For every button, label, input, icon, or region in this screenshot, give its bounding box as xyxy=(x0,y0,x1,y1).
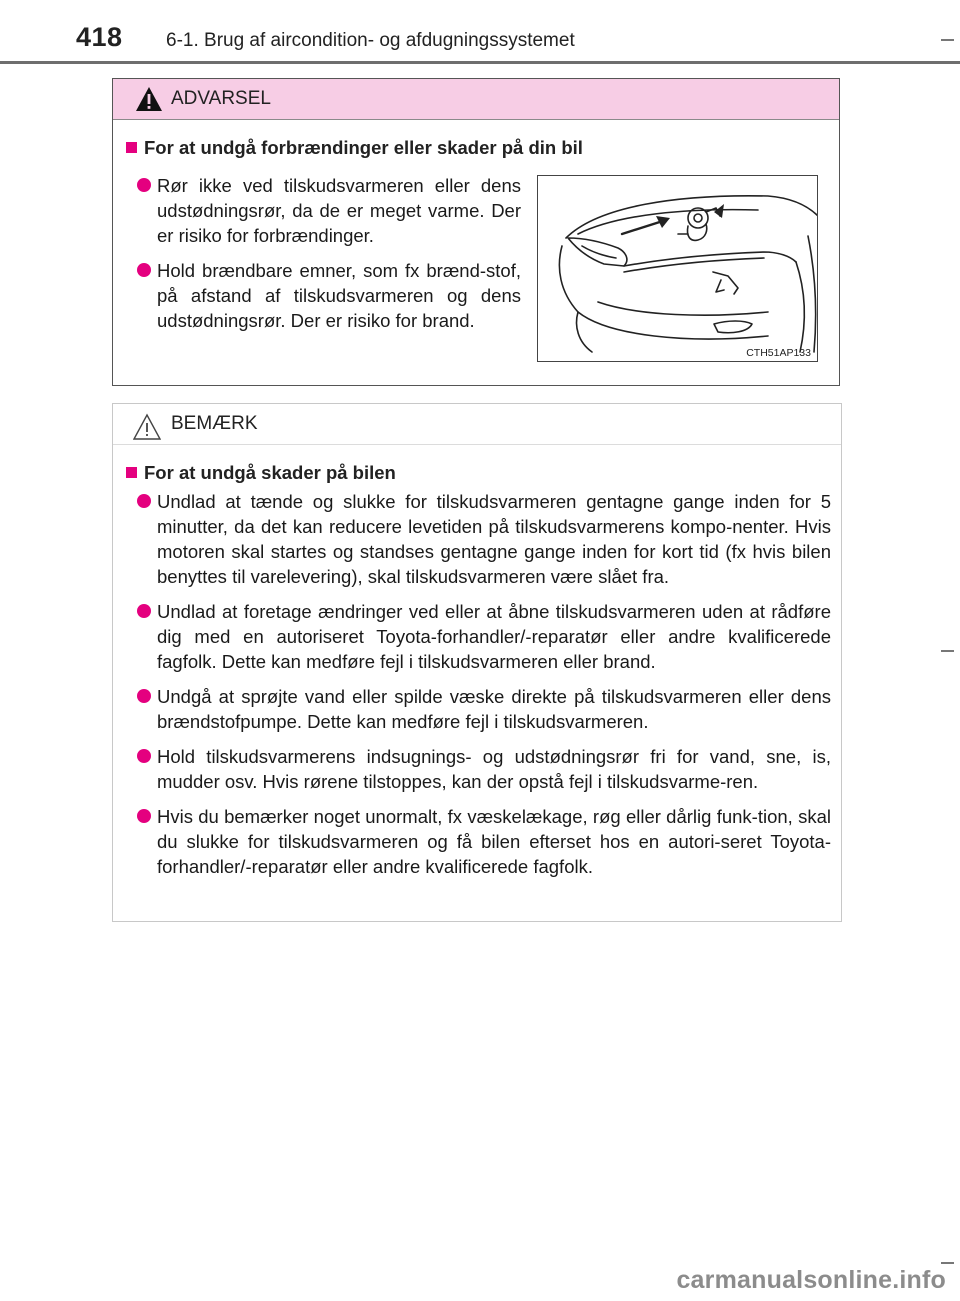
round-bullet-icon xyxy=(137,178,151,192)
notice-item-text: Hvis du bemærker noget unormalt, fx væskelækage, røg eller dårlig funk-tion, skal du slukke for tilskudsvarmeren og få bilen efterset hos en autori-seret Toyota-forhandler/-reparatør eller andre kvalificerede fagfolk. xyxy=(157,806,831,877)
notice-list xyxy=(137,489,831,889)
section-title: 6-1. Brug af aircondition- og afdugningssystemet xyxy=(166,30,575,51)
round-bullet-icon xyxy=(137,263,151,277)
notice-item xyxy=(137,744,831,794)
notice-header xyxy=(113,404,841,445)
notice-subheading-text: For at undgå skader på bilen xyxy=(144,462,396,483)
notice-item-text: Undgå at sprøjte vand eller spilde væske direkte på tilskudsvarmeren eller dens brændstofpumpe. Dette kan medføre fejl i tilskudsvarmeren. xyxy=(157,686,831,732)
notice-box xyxy=(112,403,842,922)
warning-item-text: Rør ikke ved tilskudsvarmeren eller dens udstødningsrør, da de er meget varme. Der er risiko for forbrændinger. xyxy=(157,175,521,246)
crop-mark xyxy=(941,650,954,652)
notice-item-text: Undlad at foretage ændringer ved eller at åbne tilskudsvarmeren uden at rådføre dig med en autoriseret Toyota-forhandler/-reparatør eller andre kvalificerede fagfolk. Dette kan medføre fejl i tilskudsvarmeren eller brand. xyxy=(157,601,831,672)
round-bullet-icon xyxy=(137,494,151,508)
warning-item xyxy=(137,258,521,333)
warning-header xyxy=(113,79,839,120)
round-bullet-icon xyxy=(137,749,151,763)
round-bullet-icon xyxy=(137,809,151,823)
notice-subheading xyxy=(126,462,396,484)
square-bullet-icon xyxy=(126,467,137,478)
car-front-illustration xyxy=(537,175,818,362)
header-rule xyxy=(0,61,960,64)
notice-item-text: Undlad at tænde og slukke for tilskudsvarmeren gentagne gange inden for 5 minutter, da det kan reducere levetiden på tilskudsvarmerens kompo-nenter. Hvis motoren skal startes og standses gentagne gange inden for kort tid (fx hvis bilen benyttes til varelevering), skal tilskudsvarmeren være slået fra. xyxy=(157,491,831,587)
warning-subheading-text: For at undgå forbrændinger eller skader på din bil xyxy=(144,137,583,158)
warning-subheading xyxy=(126,137,583,159)
notice-item xyxy=(137,684,831,734)
car-front-drawing xyxy=(538,176,818,362)
crop-mark xyxy=(941,1262,954,1264)
crop-mark xyxy=(941,39,954,41)
round-bullet-icon xyxy=(137,604,151,618)
watermark-link[interactable]: carmanualsonline.info xyxy=(676,1266,946,1294)
caution-outline-triangle-icon xyxy=(133,413,161,441)
page-header xyxy=(0,0,960,64)
notice-item xyxy=(137,804,831,879)
warning-item-text: Hold brændbare emner, som fx brænd-stof, på afstand af tilskudsvarmeren og dens udstødningsrør. Der er risiko for brand. xyxy=(157,260,521,331)
notice-item xyxy=(137,599,831,674)
warning-title: ADVARSEL xyxy=(171,88,271,109)
warning-item xyxy=(137,173,521,248)
warning-box xyxy=(112,78,840,386)
notice-item xyxy=(137,489,831,589)
round-bullet-icon xyxy=(137,689,151,703)
warning-list xyxy=(137,173,521,343)
page-number: 418 xyxy=(76,22,123,52)
warning-triangle-icon xyxy=(135,86,163,112)
notice-item-text: Hold tilskudsvarmerens indsugnings- og udstødningsrør fri for vand, sne, is, mudder osv. Hvis rørene tilstoppes, kan der opstå fejl i tilskudsvarme-ren. xyxy=(157,746,831,792)
square-bullet-icon xyxy=(126,142,137,153)
notice-title: BEMÆRK xyxy=(171,413,258,434)
illustration-code: CTH51AP133 xyxy=(746,347,811,359)
